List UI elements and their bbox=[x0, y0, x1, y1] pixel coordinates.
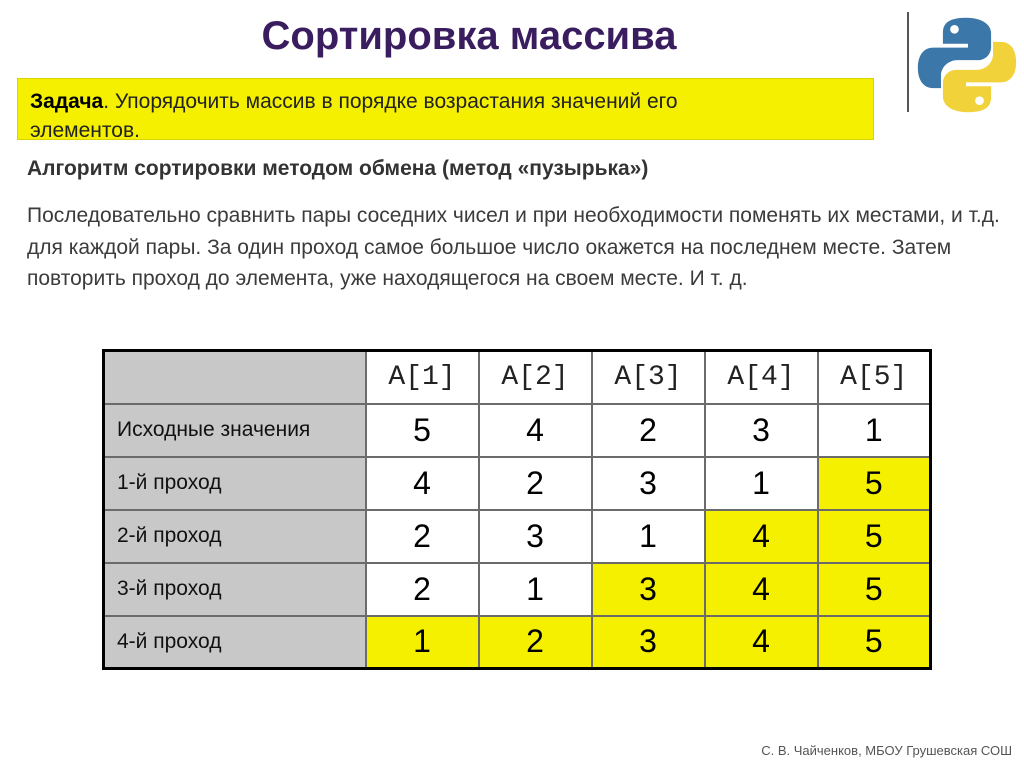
table-row bbox=[104, 616, 931, 669]
task-statement bbox=[30, 87, 790, 145]
table-cell: 2 bbox=[366, 510, 479, 563]
table-cell: 5 bbox=[818, 563, 931, 616]
table-cell: 5 bbox=[366, 404, 479, 457]
row-label: 3-й проход bbox=[104, 563, 366, 616]
column-header: A[1] bbox=[366, 351, 479, 404]
table-row bbox=[104, 457, 931, 510]
author-footer: С. В. Чайченков, МБОУ Грушевская СОШ bbox=[761, 743, 1012, 758]
table-cell: 4 bbox=[705, 616, 818, 669]
table-cell: 5 bbox=[818, 510, 931, 563]
table-row bbox=[104, 404, 931, 457]
table-cell: 4 bbox=[705, 563, 818, 616]
table-cell: 2 bbox=[479, 457, 592, 510]
algorithm-description: Последовательно сравнить пары соседних чисел и при необходимости поменять их местами, и т.д. для каждой пары. За один проход самое большое число окажется на последнем месте. Затем повторить проход до элемента, уже находящегося на своем месте. И т. д. bbox=[27, 204, 1000, 290]
task-box bbox=[17, 78, 874, 140]
column-header: A[3] bbox=[592, 351, 705, 404]
table-cell: 5 bbox=[818, 616, 931, 669]
row-label: 4-й проход bbox=[104, 616, 366, 669]
table-row bbox=[104, 563, 931, 616]
slide-title: Сортировка массива bbox=[261, 14, 677, 58]
python-logo-icon bbox=[914, 12, 1020, 118]
table-cell: 4 bbox=[479, 404, 592, 457]
table-cell: 1 bbox=[592, 510, 705, 563]
column-header: A[4] bbox=[705, 351, 818, 404]
table-cell: 3 bbox=[592, 457, 705, 510]
algorithm-heading: Алгоритм сортировки методом обмена (метод «пузырька») bbox=[27, 157, 649, 180]
table-cell: 4 bbox=[366, 457, 479, 510]
column-header: A[5] bbox=[818, 351, 931, 404]
table-cell: 4 bbox=[705, 510, 818, 563]
title-divider bbox=[907, 12, 909, 112]
table-header-row bbox=[104, 351, 931, 404]
table-cell: 1 bbox=[479, 563, 592, 616]
table-cell: 2 bbox=[592, 404, 705, 457]
table-cell: 3 bbox=[705, 404, 818, 457]
task-label: Задача bbox=[30, 90, 104, 113]
column-header: A[2] bbox=[479, 351, 592, 404]
table-cell: 5 bbox=[818, 457, 931, 510]
table-cell: 2 bbox=[366, 563, 479, 616]
row-label: Исходные значения bbox=[104, 404, 366, 457]
bubble-sort-table bbox=[102, 349, 932, 670]
row-label: 1-й проход bbox=[104, 457, 366, 510]
table-cell: 3 bbox=[592, 616, 705, 669]
table-cell: 2 bbox=[479, 616, 592, 669]
table-cell: 1 bbox=[705, 457, 818, 510]
table-cell: 3 bbox=[592, 563, 705, 616]
table-corner-cell bbox=[104, 351, 366, 404]
table-cell: 1 bbox=[818, 404, 931, 457]
row-label: 2-й проход bbox=[104, 510, 366, 563]
table-row bbox=[104, 510, 931, 563]
task-text: . Упорядочить массив в порядке возрастания значений его элементов. bbox=[30, 90, 678, 142]
table-cell: 3 bbox=[479, 510, 592, 563]
table-cell: 1 bbox=[366, 616, 479, 669]
